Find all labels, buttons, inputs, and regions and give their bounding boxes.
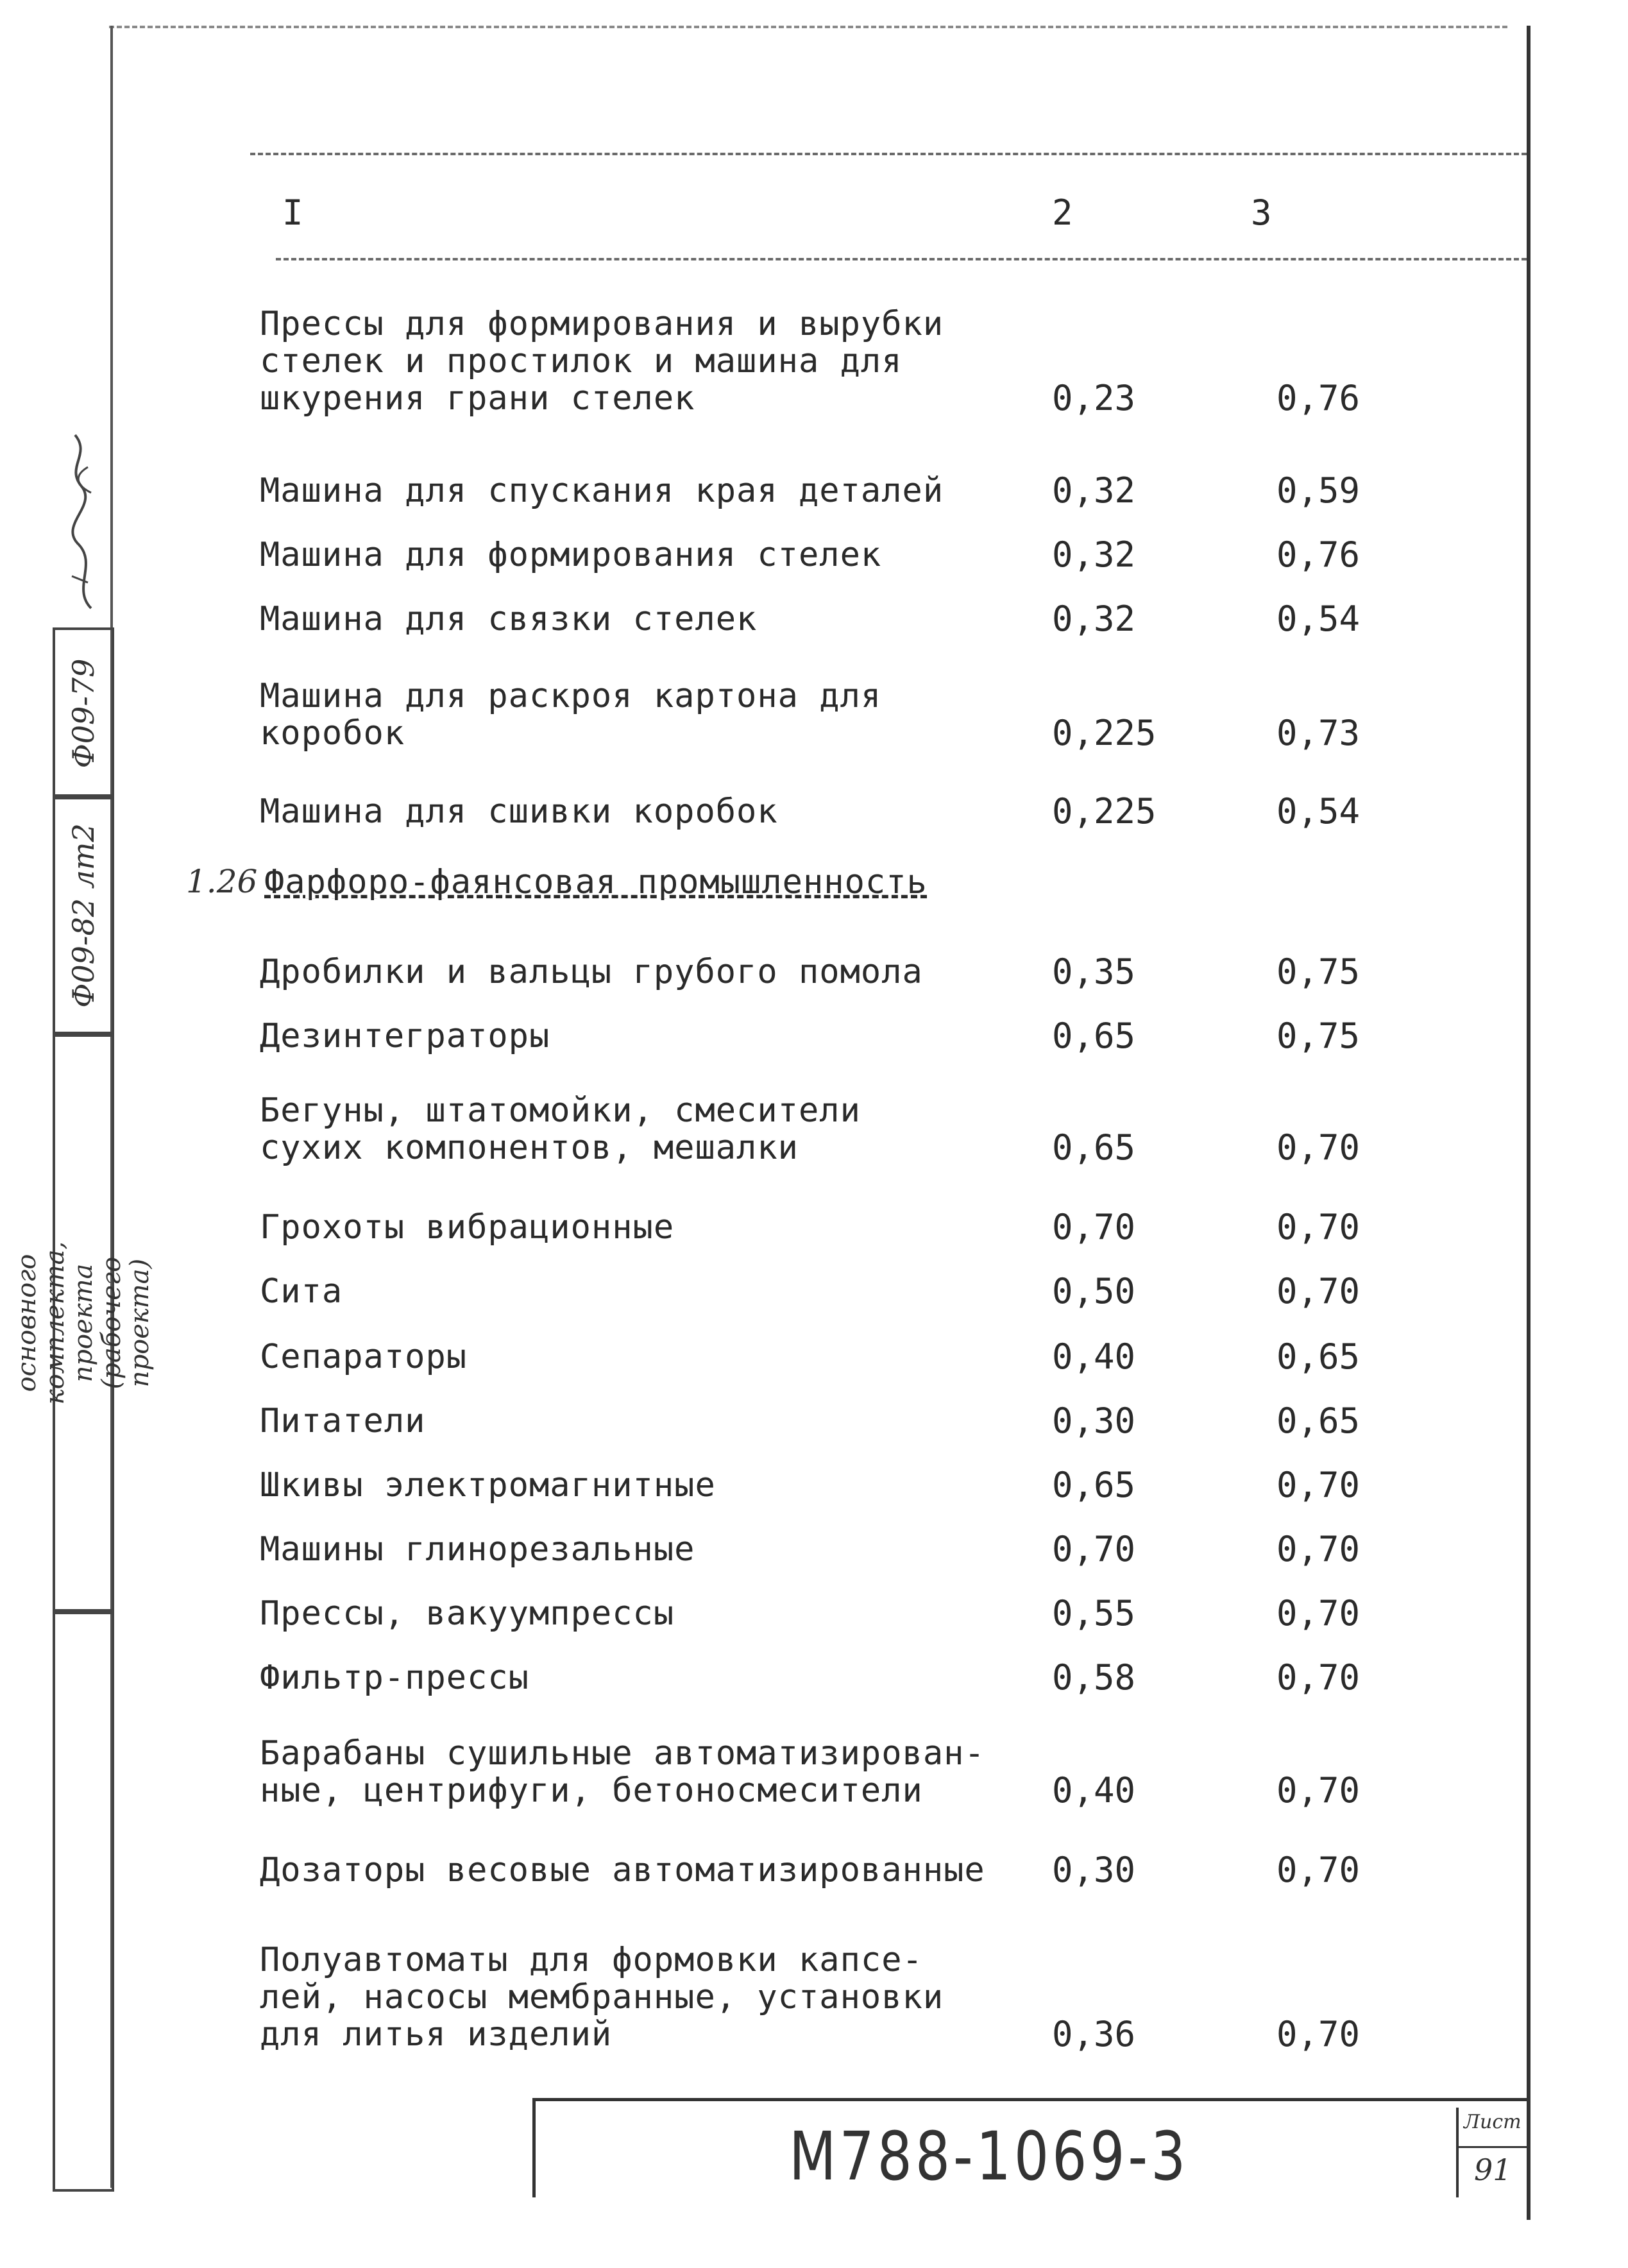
row-value-2: 0,65 <box>1052 1127 1136 1168</box>
row-value-3: 0,76 <box>1276 534 1361 575</box>
row-value-3: 0,59 <box>1276 470 1361 511</box>
sheet-divider <box>1457 2146 1527 2148</box>
row-value-2: 0,23 <box>1052 378 1136 418</box>
row-value-3: 0,54 <box>1276 791 1361 831</box>
stamp-cell-blank <box>53 1609 114 2192</box>
column-header-3: 3 <box>1251 192 1272 233</box>
stamp-cell-note <box>12 1032 155 1614</box>
section-number: 1.26 <box>186 863 258 900</box>
row-name: Барабаны сушильные автоматизирован- ные, центрифуги, бетоносмесители <box>260 1734 985 1810</box>
row-value-2: 0,30 <box>1052 1401 1136 1441</box>
row-value-2: 0,65 <box>1052 1016 1136 1056</box>
row-name: Фильтр-прессы <box>260 1658 529 1697</box>
row-name: Питатели <box>260 1402 426 1440</box>
row-name: Машины глинорезальные <box>260 1530 695 1569</box>
row-name: Полуавтоматы для формовки капсе- лей, насосы мембранные, установки для литья изделий <box>260 1941 944 2054</box>
row-name: Сепараторы <box>260 1338 468 1376</box>
row-value-2: 0,32 <box>1052 599 1136 639</box>
frame-right-border <box>1527 26 1530 2220</box>
row-value-3: 0,70 <box>1276 1465 1361 1505</box>
signature-mark <box>53 416 109 627</box>
row-value-2: 0,35 <box>1052 951 1136 992</box>
row-value-3: 0,70 <box>1276 1207 1361 1247</box>
row-value-3: 0,70 <box>1276 1770 1361 1811</box>
row-value-3: 0,70 <box>1276 2014 1361 2054</box>
stamp-code-1: Ф09-82 лт2 <box>66 823 101 1008</box>
row-value-3: 0,76 <box>1276 378 1361 418</box>
column-header-2: 2 <box>1052 192 1073 233</box>
row-value-3: 0,65 <box>1276 1401 1361 1441</box>
row-name: Машина для связки стелек <box>260 600 758 638</box>
row-value-3: 0,70 <box>1276 1850 1361 1890</box>
stamp-note: основного комплекта, проекта (рабочего проекта) <box>12 1241 155 1405</box>
row-value-3: 0,70 <box>1276 1127 1361 1168</box>
row-value-2: 0,65 <box>1052 1465 1136 1505</box>
row-name: Прессы для формирования и вырубки стелек и простилок и машина для шкурения грани стелек <box>260 305 944 418</box>
stamp-code-2: Ф09-79 <box>66 658 101 769</box>
row-value-3: 0,70 <box>1276 1593 1361 1633</box>
row-name: Машина для сшивки коробок <box>260 792 778 831</box>
row-value-2: 0,32 <box>1052 470 1136 511</box>
row-name: Грохоты вибрационные <box>260 1208 675 1247</box>
sheet-number: 91 <box>1474 2153 1512 2187</box>
row-value-3: 0,70 <box>1276 1657 1361 1698</box>
row-value-2: 0,225 <box>1052 713 1157 753</box>
row-value-2: 0,40 <box>1052 1770 1136 1811</box>
row-value-2: 0,70 <box>1052 1207 1136 1247</box>
stamp-cell-code-2 <box>53 627 114 799</box>
row-value-2: 0,32 <box>1052 534 1136 575</box>
document-code: М788-1069-3 <box>789 2117 1189 2196</box>
row-name: Дозаторы весовые автоматизированные <box>260 1851 985 1889</box>
row-value-3: 0,75 <box>1276 951 1361 992</box>
row-value-3: 0,70 <box>1276 1529 1361 1569</box>
row-value-2: 0,36 <box>1052 2014 1136 2054</box>
row-value-2: 0,30 <box>1052 1850 1136 1890</box>
row-name: Шкивы электромагнитные <box>260 1466 716 1505</box>
sheet-label: Лист <box>1464 2111 1522 2133</box>
row-value-3: 0,54 <box>1276 599 1361 639</box>
row-name: Машина для формирования стелек <box>260 536 882 574</box>
row-value-2: 0,40 <box>1052 1336 1136 1377</box>
row-name: Дробилки и вальцы грубого помола <box>260 953 923 991</box>
row-name: Бегуны, штатомойки, смесители сухих компонентов, мешалки <box>260 1091 861 1167</box>
row-name: Машина для спускания края деталей <box>260 472 944 510</box>
section-title: Фарфоро-фаянсовая промышленность <box>264 863 928 901</box>
row-name: Сита <box>260 1272 343 1311</box>
row-name: Дезинтеграторы <box>260 1017 550 1055</box>
row-value-2: 0,225 <box>1052 791 1157 831</box>
row-value-3: 0,70 <box>1276 1271 1361 1311</box>
row-value-2: 0,58 <box>1052 1657 1136 1698</box>
stamp-cell-code-1 <box>53 794 114 1037</box>
row-value-2: 0,50 <box>1052 1271 1136 1311</box>
row-value-2: 0,70 <box>1052 1529 1136 1569</box>
row-value-2: 0,55 <box>1052 1593 1136 1633</box>
row-name: Машина для раскроя картона для коробок <box>260 677 882 753</box>
column-header-1: I <box>282 192 303 233</box>
row-value-3: 0,73 <box>1276 713 1361 753</box>
row-value-3: 0,75 <box>1276 1016 1361 1056</box>
row-value-3: 0,65 <box>1276 1336 1361 1377</box>
row-name: Прессы, вакуумпрессы <box>260 1594 675 1633</box>
